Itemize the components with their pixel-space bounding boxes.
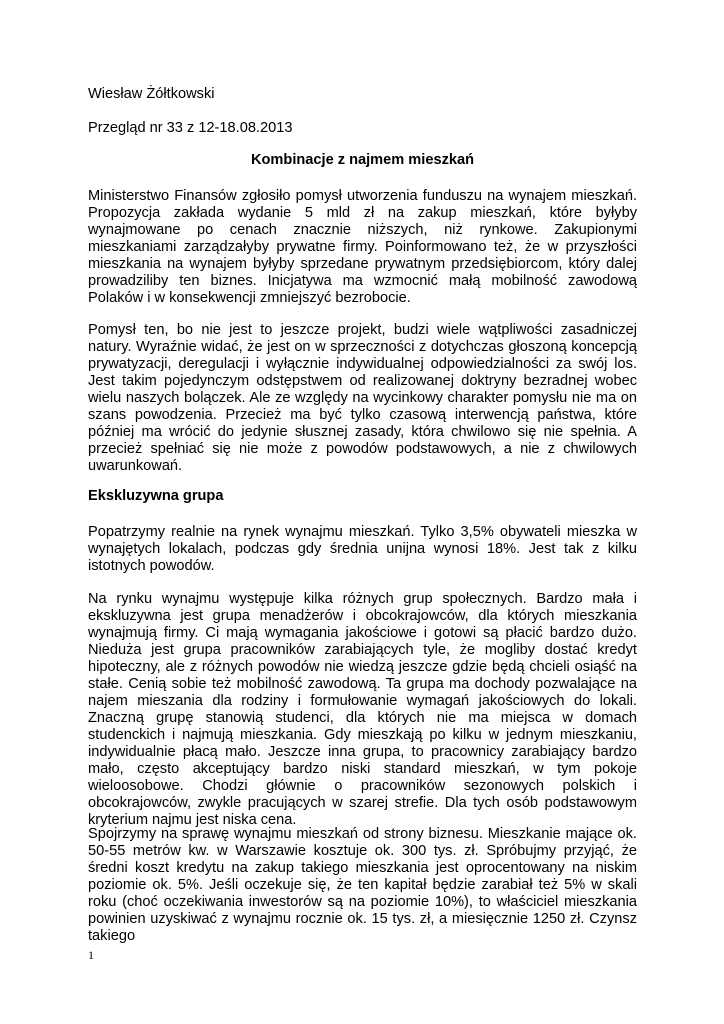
paragraph: Spojrzymy na sprawę wynajmu mieszkań od strony biznesu. Mieszkanie mające ok. 50-55 metrów kw. w Warszawie kosztuje ok. 300 tys. zł. Spróbujmy przyjąć, że średni koszt kredytu na zakup takiego mieszkania jest oprocentowany na niskim poziomie ok. 5%. Jeśli oczekuje się, że ten kapitał będzie zarabiał też 5% w skali roku (choć oczekiwania inwestorów są na poziomie 10%), to właściciel mieszkania powinien uzyskiwać z wynajmu rocznie ok. 15 tys. zł, a miesięcznie 1250 zł. Czynsz takiego <box>88 826 637 944</box>
section-heading: Ekskluzywna grupa <box>88 488 224 504</box>
paragraph: Pomysł ten, bo nie jest to jeszcze projekt, budzi wiele wątpliwości zasadniczej natury. Wyraźnie widać, że jest on w sprzeczności z dotychczas głoszoną koncepcją prywatyzacji, deregulacji i wyłącznie indywidualnej odpowiedzialności za swój los. Jest takim pojedynczym odstępstwem od realizowanej doktryny bezradnej wobec wielu naszych bolączek. Ale ze względy na wycinkowy charakter pomysłu nie ma on szans powodzenia. Przecież ma być tylko czasową interwencją państwa, które później ma wrócić do jedynie słusznej zasady, która chwilowo się nie spełnia. A przecież spełniać się nie może z powodów podstawowych, a nie z chwilowych uwarunkowań. <box>88 322 637 474</box>
paragraph: Popatrzymy realnie na rynek wynajmu mieszkań. Tylko 3,5% obywateli mieszka w wynajętych lokalach, podczas gdy średnia unijna wynosi 18%. Jest tak z kilku istotnych powodów. <box>88 524 637 574</box>
paragraph: Ministerstwo Finansów zgłosiło pomysł utworzenia funduszu na wynajem mieszkań. Propozycja zakłada wydanie 5 mld zł na zakup mieszkań, które byłyby wynajmowane po cenach znacznie niższych, niż rynkowe. Zakupionymi mieszkaniami zarządzałyby prywatne firmy. Poinformowano też, że w przyszłości mieszkania na wynajem byłyby sprzedane prywatnym przedsiębiorcom, który dalej prowadziliby ten biznes. Inicjatywa ma wzmocnić małą mobilność zawodową Polaków i w konsekwencji zmniejszyć bezrobocie. <box>88 188 637 306</box>
page-number: 1 <box>88 948 94 962</box>
author-name: Wiesław Żółtkowski <box>88 86 215 102</box>
issue-line: Przegląd nr 33 z 12-18.08.2013 <box>88 120 293 136</box>
article-title: Kombinacje z najmem mieszkań <box>250 152 475 168</box>
paragraph: Na rynku wynajmu występuje kilka różnych grup społecznych. Bardzo mała i ekskluzywna jest grupa menadżerów i obcokrajowców, dla których mieszkania wynajmują firmy. Ci mają wymagania jakościowe i gotowi są płacić bardzo dużo. Nieduża jest grupa pracowników zarabiających tyle, że mogliby dostać kredyt hipoteczny, ale z różnych powodów nie wiedzą jeszcze gdzie będą chcieli osiąść na stałe. Cenią sobie też mobilność zawodową. Ta grupa ma dochody pozwalające na najem mieszania dla rodziny i formułowanie wymagań jakościowych do lokali. Znaczną grupę stanowią studenci, dla których nie ma miejsca w domach studenckich i najmują mieszkania. Gdy mieszkają po kilku w jednym mieszkaniu, indywidualnie płacą mało. Jeszcze inna grupa, to pracownicy zarabiający bardzo mało, często akceptujący bardzo niski standard mieszkań, w tym pokoje wieloosobowe. Chodzi głównie o pracowników sezonowych polskich i obcokrajowców, zwykle pracujących w szarej strefie. Dla tych osób podstawowym kryterium najmu jest niska cena. <box>88 591 637 828</box>
